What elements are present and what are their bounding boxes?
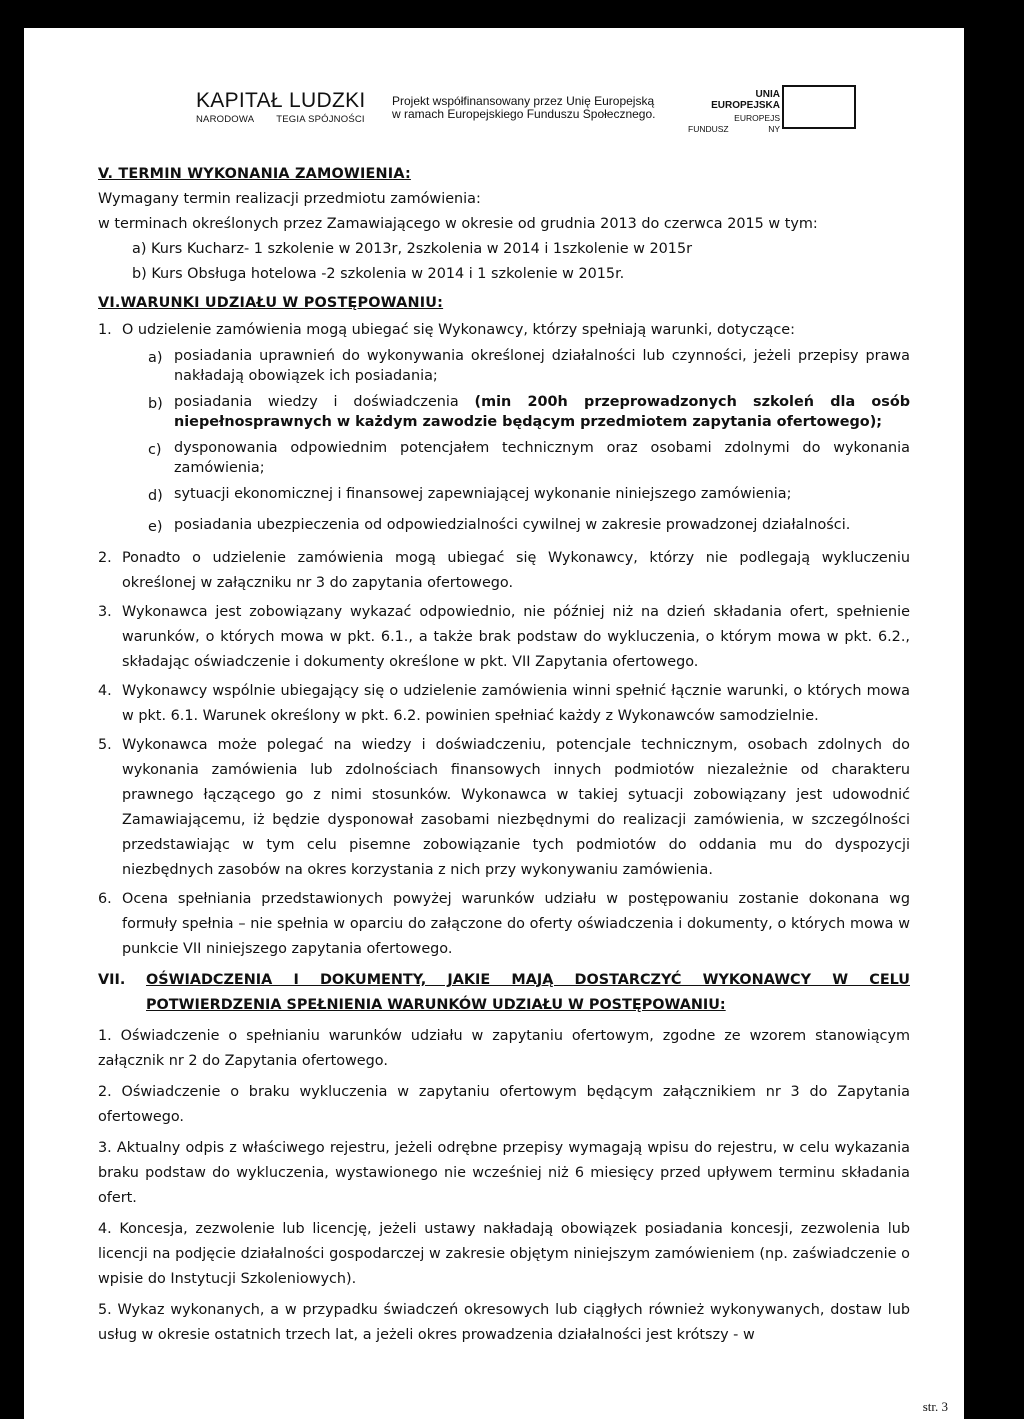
- section-7-item-3: 3. Aktualny odpis z właściwego rejestru, jeżeli odrębne przepisy wymagają wpisu do rejestru, w celu wykazania braku podstaw do wykluczenia, wystawionego nie wcześniej niż 6 miesięcy przed upływem terminu składania ofert.: [98, 1140, 910, 1206]
- section-6-sub-c: c) dysponowania odpowiednim potencjałem technicznym oraz osobami zdolnymi do wykonania zamówienia;: [148, 440, 910, 476]
- section-5-item-a: a) Kurs Kucharz- 1 szkolenie w 2013r, 2szkolenia w 2014 i 1szkolenie w 2015r: [132, 241, 693, 257]
- section-5-p2: w terminach określonych przez Zamawiającego w okresie od grudnia 2013 do czerwca 2015 w tym:: [98, 216, 818, 232]
- section-6-sub-d: d) sytuacji ekonomicznej i finansowej zapewniającej wykonanie niniejszego zamówienia;: [148, 486, 792, 504]
- eu-flag-icon: [782, 85, 856, 129]
- section-5-heading: V. TERMIN WYKONANIA ZAMOWIENIA:: [98, 166, 411, 182]
- section-6-item-5: 5. Wykonawca może polegać na wiedzy i doświadczeniu, potencjale technicznym, osobach zdolnych do wykonania zamówienia lub zdolnościach finansowych innych podmiotów niezależnie od charakteru prawnego łączącego go z nimi stosunków. Wykonawca w takiej sytuacji zobowiązany jest udowodnić Zamawiającemu, iż będzie dysponował zasobami niezbędnymi do realizacji zamówienia, w szczególności przedstawiając w tym celu pisemne zobowiązanie tych podmiotów do oddania mu do dyspozycji niezbędnych zasobów na okres korzystania z nich przy wykonywaniu zamówienia.: [98, 737, 910, 878]
- logo-subtitle: NARODOWA TEGIA SPÓJNOŚCI: [196, 114, 365, 125]
- project-note: Projekt współfinansowany przez Unię Europejską w ramach Europejskiego Funduszu Społecznego.: [392, 94, 656, 121]
- section-6-heading: VI.WARUNKI UDZIAŁU W POSTĘPOWANIU:: [98, 295, 444, 311]
- section-7-item-4: 4. Koncesja, zezwolenie lub licencję, jeżeli ustawy nakładają obowiązek posiadania koncesji, zezwolenia lub licencji na podjęcie działalności gospodarczej w zakresie objętym niniejszym zamówieniem (np. zaświadczenie o wpisie do Instytucji Szkoleniowych).: [98, 1221, 910, 1287]
- page-number: str. 3: [922, 1399, 948, 1414]
- section-7-heading: VII. OŚWIADCZENIA I DOKUMENTY, JAKIE MAJĄ DOSTARCZYĆ WYKONAWCY W CELU POTWIERDZENIA SPEŁNIENIA WARUNKÓW UDZIAŁU W POSTĘPOWANIU:: [98, 972, 910, 1013]
- eu-logo-text: UNIA EUROPEJSKA EUROPEJS FUNDUSZ NY: [688, 89, 780, 134]
- section-6-item-1: 1. O udzielenie zamówienia mogą ubiegać się Wykonawcy, którzy spełniają warunki, dotyczące:: [98, 322, 795, 338]
- document-body: [98, 162, 910, 1348]
- kapital-ludzki-logo: [196, 90, 366, 125]
- section-7-item-5: 5. Wykaz wykonanych, a w przypadku świadczeń okresowych lub ciągłych również wykonywanych, dostaw lub usług w okresie ostatnich trzech lat, a jeżeli okres prowadzenia działalności jest krótszy - w: [98, 1302, 910, 1343]
- section-5-item-b: b) Kurs Obsługa hotelowa -2 szkolenia w 2014 i 1 szkolenie w 2015r.: [132, 266, 625, 282]
- section-5-p1: Wymagany termin realizacji przedmiotu zamówienia:: [98, 191, 481, 207]
- section-6-sub-e: e) posiadania ubezpieczenia od odpowiedzialności cywilnej w zakresie prowadzonej działalności.: [148, 517, 851, 535]
- section-6-sub-b: b) posiadania wiedzy i doświadczenia (min 200h przeprowadzonych szkoleń dla osób niepełnosprawnych w każdym zawodzie będącym przedmiotem zapytania ofertowego);: [148, 394, 911, 430]
- section-6-item-4: 4. Wykonawcy wspólnie ubiegający się o udzielenie zamówienia winni spełnić łącznie warunki, o których mowa w pkt. 6.1. Warunek określony w pkt. 6.2. powinien spełniać każdy z Wykonawców samodzielnie.: [98, 683, 910, 724]
- section-7-item-2: 2. Oświadczenie o braku wykluczenia w zapytaniu ofertowym będącym załącznikiem nr 3 do Zapytania ofertowego.: [98, 1084, 910, 1125]
- section-6-item-6: 6. Ocena spełniania przedstawionych powyżej warunków udziału w postępowaniu zostanie dokonana wg formuły spełnia – nie spełnia w oparciu do załączone do oferty oświadczenia i dokumenty, o których mowa w punkcie VII niniejszego zapytania ofertowego.: [98, 891, 910, 957]
- section-7-item-1: 1. Oświadczenie o spełnianiu warunków udziału w zapytaniu ofertowym, zgodne ze wzorem stanowiącym załącznik nr 2 do Zapytania ofertowego.: [98, 1028, 910, 1069]
- section-6-item-2: 2. Ponadto o udzielenie zamówienia mogą ubiegać się Wykonawcy, którzy nie podlegają wykluczeniu określonej w załączniku nr 3 do zapytania ofertowego.: [98, 550, 910, 591]
- section-6-sub-a: a) posiadania uprawnień do wykonywania określonej działalności lub czynności, jeżeli przepisy prawa nakładają obowiązek ich posiadania;: [148, 348, 910, 384]
- document-page: [24, 28, 964, 1419]
- section-6-item-3: 3. Wykonawca jest zobowiązany wykazać odpowiednio, nie później niż na dzień składania ofert, spełnienie warunków, o których mowa w pkt. 6.1., a także brak podstaw do wykluczenia, o którym mowa w pkt. 6.2., składając oświadczenie i dokumenty określone w pkt. VII Zapytania ofertowego.: [98, 604, 910, 670]
- page-header: [24, 28, 964, 134]
- logo-title: KAPITAŁ LUDZKI: [196, 89, 366, 112]
